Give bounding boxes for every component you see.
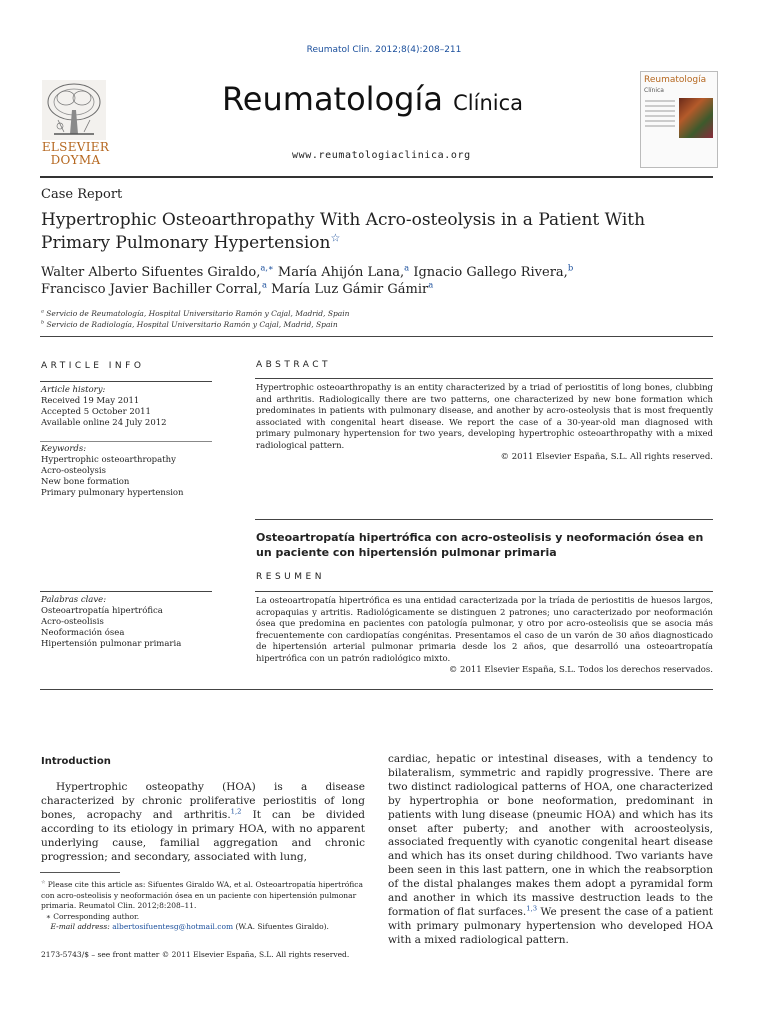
intro-text: Hypertrophic osteopathy (HOA) is a disease characterized by chronic proliferative periostitis of long bones, acropachy and arthritis.	[41, 781, 365, 821]
footnote-corr-text: Corresponding author.	[53, 911, 140, 921]
publisher-name-line2: DOYMA	[50, 153, 101, 167]
author-name: María Luz Gámir Gámir	[266, 282, 429, 297]
journal-name: Reumatología	[222, 80, 443, 118]
header-divider	[40, 176, 713, 178]
author-list	[41, 264, 711, 298]
author-name: Ignacio Gallego Rivera,	[409, 265, 568, 280]
intro-text: It can be divided according to its etiology in primary HOA, with no apparent underlying cause, familial aggregation and chronic progression; and secondary, associated with lung,	[41, 808, 365, 863]
article-title-text: Hypertrophic Osteoarthropathy With Acro-osteolysis in a Patient With Primary Pulmonary Hypertension	[41, 210, 646, 253]
footnote-cite-text: Please cite this article as: Sifuentes Giraldo WA, et al. Osteoartropatía hipertrófica con acro-osteolisis y neoformación ósea en un paciente con hipertensión pulmonar primaria. Reumatol Clin. 2012;8:208–11.	[41, 880, 363, 910]
email-owner: (W.A. Sifuentes Giraldo).	[235, 922, 329, 931]
cover-title: Reumatología	[644, 75, 707, 85]
footnote-email	[41, 922, 371, 933]
reference-link[interactable]: 1,3	[526, 904, 538, 913]
info-rule-2	[40, 441, 212, 442]
article-info-heading: ARTICLE INFO	[41, 361, 145, 371]
intro-text: We present the case of a patient with primary pulmonary hypertension who developed HOA with a mixed radiological pattern.	[388, 905, 713, 946]
affiliation-text: Servicio de Radiología, Hospital Universitario Ramón y Cajal, Madrid, Spain	[46, 320, 338, 329]
palabras-label: Palabras clave:	[41, 595, 107, 605]
footnote-corr-mark: ∗	[45, 911, 51, 921]
abstract-rule	[255, 378, 713, 379]
abstract-heading: ABSTRACT	[256, 360, 332, 370]
journal-cover-thumbnail	[640, 71, 718, 168]
elsevier-tree-icon	[42, 80, 106, 140]
spanish-rule-top	[255, 519, 713, 520]
article-section-type: Case Report	[41, 187, 123, 202]
cover-subtitle: Clínica	[644, 87, 664, 94]
reference-link[interactable]: 1,2	[230, 807, 242, 816]
palabra-item: Acro-osteolisis	[41, 617, 104, 627]
resumen-text	[256, 596, 713, 677]
keywords-label: Keywords:	[41, 444, 87, 454]
history-label: Article history:	[41, 385, 106, 395]
author-affil-mark[interactable]: a	[261, 279, 267, 290]
introduction-heading: Introduction	[41, 756, 111, 767]
email-label: E-mail address:	[50, 922, 110, 931]
issn-line: 2173-5743/$ – see front matter © 2011 Elsevier España, S.L. All rights reserved.	[41, 950, 350, 959]
abstract-copyright: © 2011 Elsevier España, S.L. All rights reserved.	[500, 452, 713, 462]
article-title	[41, 209, 711, 255]
author-line-2	[41, 281, 711, 298]
palabras-rule	[40, 591, 212, 592]
footnote-corresponding	[41, 912, 371, 923]
journal-title	[222, 80, 523, 118]
author-affil-mark[interactable]: a	[404, 262, 410, 273]
author-name: Walter Alberto Sifuentes Giraldo,	[41, 265, 261, 280]
author-affil-mark[interactable]: b	[567, 262, 574, 273]
resumen-heading: RESUMEN	[256, 572, 325, 582]
abstract-text	[256, 383, 713, 464]
author-name: Francisco Javier Bachiller Corral,	[41, 282, 262, 297]
publisher-logo	[38, 80, 113, 170]
keyword-item: Primary pulmonary hypertension	[41, 488, 184, 498]
author-affil-mark[interactable]: a,∗	[260, 262, 274, 273]
journal-subtitle: Clínica	[453, 91, 524, 115]
affiliations	[41, 308, 349, 330]
email-link[interactable]: albertosifuentesg@hotmail.com	[112, 922, 234, 931]
affiliation-mark: b	[41, 319, 45, 326]
spanish-title: Osteoartropatía hipertrófica con acro-osteolisis y neoformación ósea en un paciente con hipertensión pulmonar primaria	[256, 531, 704, 559]
keyword-item: New bone formation	[41, 477, 130, 487]
resumen-copyright: © 2011 Elsevier España, S.L. Todos los derechos reservados.	[448, 665, 713, 675]
author-name: María Ahijón Lana,	[273, 265, 405, 280]
history-online: Available online 24 July 2012	[41, 418, 167, 428]
palabra-item: Hipertensión pulmonar primaria	[41, 639, 182, 649]
palabra-item: Neoformación ósea	[41, 628, 125, 638]
abstract-block-divider	[40, 689, 713, 690]
resumen-body: La osteoartropatía hipertrófica es una entidad caracterizada por la tríada de periostitis de huesos largos, acropaquias y artritis. Radiológicamente se distinguen 2 patrones; uno caracterizado por neoformación ósea que predomina en pacientes con patología pulmonar, y otro por acro-osteolisis que se asocia más frecuentemente con cardiopatías congénitas. Presentamos el caso de un varón de 30 años diagnosticado de hipertensión arterial pulmonar primaria desde los 2 años, que desarrolló una osteoartropatía hipertrófica con un patrón radiológico mixto.	[256, 596, 713, 664]
author-line-1	[41, 264, 711, 281]
footnote-mark: ☆	[41, 879, 46, 886]
title-footnote-mark[interactable]: ☆	[330, 231, 341, 245]
cover-text-lines	[645, 100, 675, 130]
footnotes	[41, 880, 371, 933]
head-divider	[40, 336, 713, 337]
keyword-item: Hypertrophic osteoarthropathy	[41, 455, 176, 465]
footnote-cite	[41, 880, 371, 912]
cover-image	[679, 98, 713, 138]
palabras-clave	[41, 595, 213, 650]
journal-citation[interactable]: Reumatol Clin. 2012;8(4):208–211	[306, 45, 462, 55]
keyword-item: Acro-osteolysis	[41, 466, 106, 476]
info-rule	[40, 381, 212, 382]
journal-url[interactable]: www.reumatologiaclinica.org	[292, 150, 471, 161]
history-received: Received 19 May 2011	[41, 396, 140, 406]
intro-text: cardiac, hepatic or intestinal diseases, with a tendency to bilateralism, symmetric and rapidly progressive. There are two distinct radiological patterns of HOA, one characterized by hypertrophia or bone neoformation, predominant in patients with lung disease (pneumic HOA) and which has its onset after puberty; and another with acroosteolysis, associated frequently with cyanotic congenital heart disease and which has its onset during childhood. Two variants have been seen in this last pattern, one in which the reabsorption of the distal phalanges makes them adopt a pyramidal form and another in which its massive destruction leads to the formation of flat surfaces.	[388, 753, 713, 918]
intro-paragraph-right	[388, 753, 713, 948]
palabra-item: Osteoartropatía hipertrófica	[41, 606, 163, 616]
abstract-body: Hypertrophic osteoarthropathy is an entity characterized by a triad of periostitis of long bones, clubbing and arthritis. Radiologically there are two patterns, one characterized by new bone formation which predominates in patients with pulmonary disease, and another by acro-osteolysis that is most frequently associated with congenital heart disease. We report the case of a 30-year-old man diagnosed with primary pulmonary hypertension for two years, developing hypertrophic osteoarthropathy with a mixed radiological pattern.	[256, 383, 713, 451]
history-accepted: Accepted 5 October 2011	[41, 407, 151, 417]
intro-paragraph-left	[41, 781, 365, 864]
affiliation-item	[41, 308, 349, 319]
keywords	[41, 444, 213, 499]
resumen-rule	[255, 591, 713, 592]
affiliation-mark: a	[41, 308, 44, 315]
footnote-rule	[40, 872, 120, 873]
affiliation-item	[41, 319, 349, 330]
affiliation-text: Servicio de Reumatología, Hospital Universitario Ramón y Cajal, Madrid, Spain	[46, 309, 350, 318]
author-affil-mark[interactable]: a	[428, 279, 434, 290]
publisher-name-line1: ELSEVIER	[41, 140, 110, 154]
article-history	[41, 385, 213, 429]
